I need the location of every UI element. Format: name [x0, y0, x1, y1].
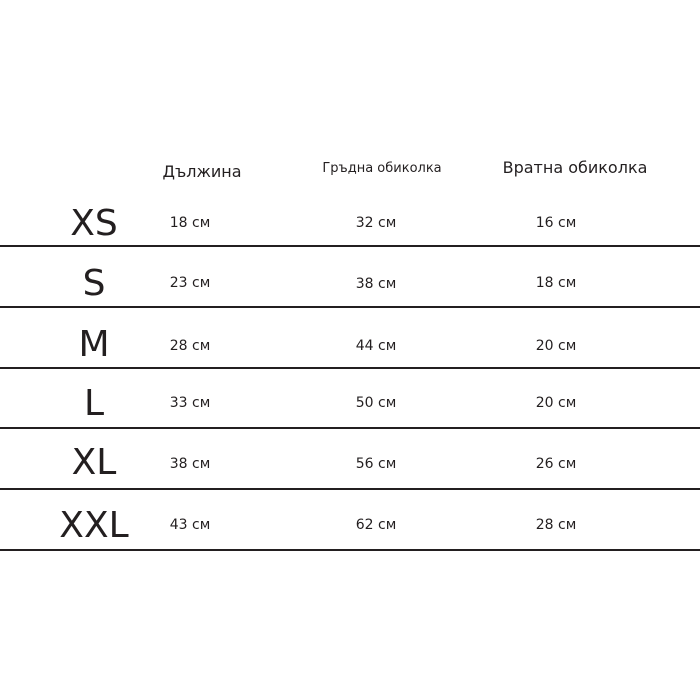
size-label: XL: [71, 442, 117, 483]
chest-value: 62 см: [355, 517, 397, 533]
row-divider: [0, 367, 700, 369]
table-row-s: [0, 262, 700, 322]
neck-value: 16 см: [535, 215, 577, 231]
row-divider: [0, 306, 700, 308]
chest-value: 38 см: [355, 276, 397, 292]
row-divider: [0, 549, 700, 551]
chest-value: 32 см: [355, 215, 397, 231]
size-label: XS: [70, 203, 118, 244]
neck-value: 26 см: [535, 456, 577, 472]
chest-value: 56 см: [355, 456, 397, 472]
table-row-xs: [0, 200, 700, 260]
neck-value: 28 см: [535, 517, 577, 533]
row-divider: [0, 427, 700, 429]
neck-value: 18 см: [535, 275, 577, 291]
length-value: 28 см: [169, 338, 211, 354]
length-value: 23 см: [169, 275, 211, 291]
table-row-m: [0, 323, 700, 383]
neck-value: 20 см: [535, 338, 577, 354]
neck-value: 20 см: [535, 395, 577, 411]
header-chest-circumference: Гръдна обиколка: [322, 161, 442, 176]
size-label: M: [78, 324, 110, 365]
chest-value: 50 см: [355, 395, 397, 411]
row-divider: [0, 488, 700, 490]
size-label: L: [83, 383, 105, 424]
table-row-xxl: [0, 505, 700, 565]
length-value: 18 см: [169, 215, 211, 231]
chest-value: 44 см: [355, 338, 397, 354]
table-row-xl: [0, 443, 700, 503]
size-label: XXL: [59, 505, 129, 546]
table-row-l: [0, 382, 700, 442]
header-neck-circumference: Вратна обиколка: [502, 158, 648, 177]
length-value: 38 см: [169, 456, 211, 472]
length-value: 33 см: [169, 395, 211, 411]
size-label: S: [82, 263, 106, 304]
header-length: Дължина: [162, 162, 242, 181]
row-divider: [0, 245, 700, 247]
length-value: 43 см: [169, 517, 211, 533]
